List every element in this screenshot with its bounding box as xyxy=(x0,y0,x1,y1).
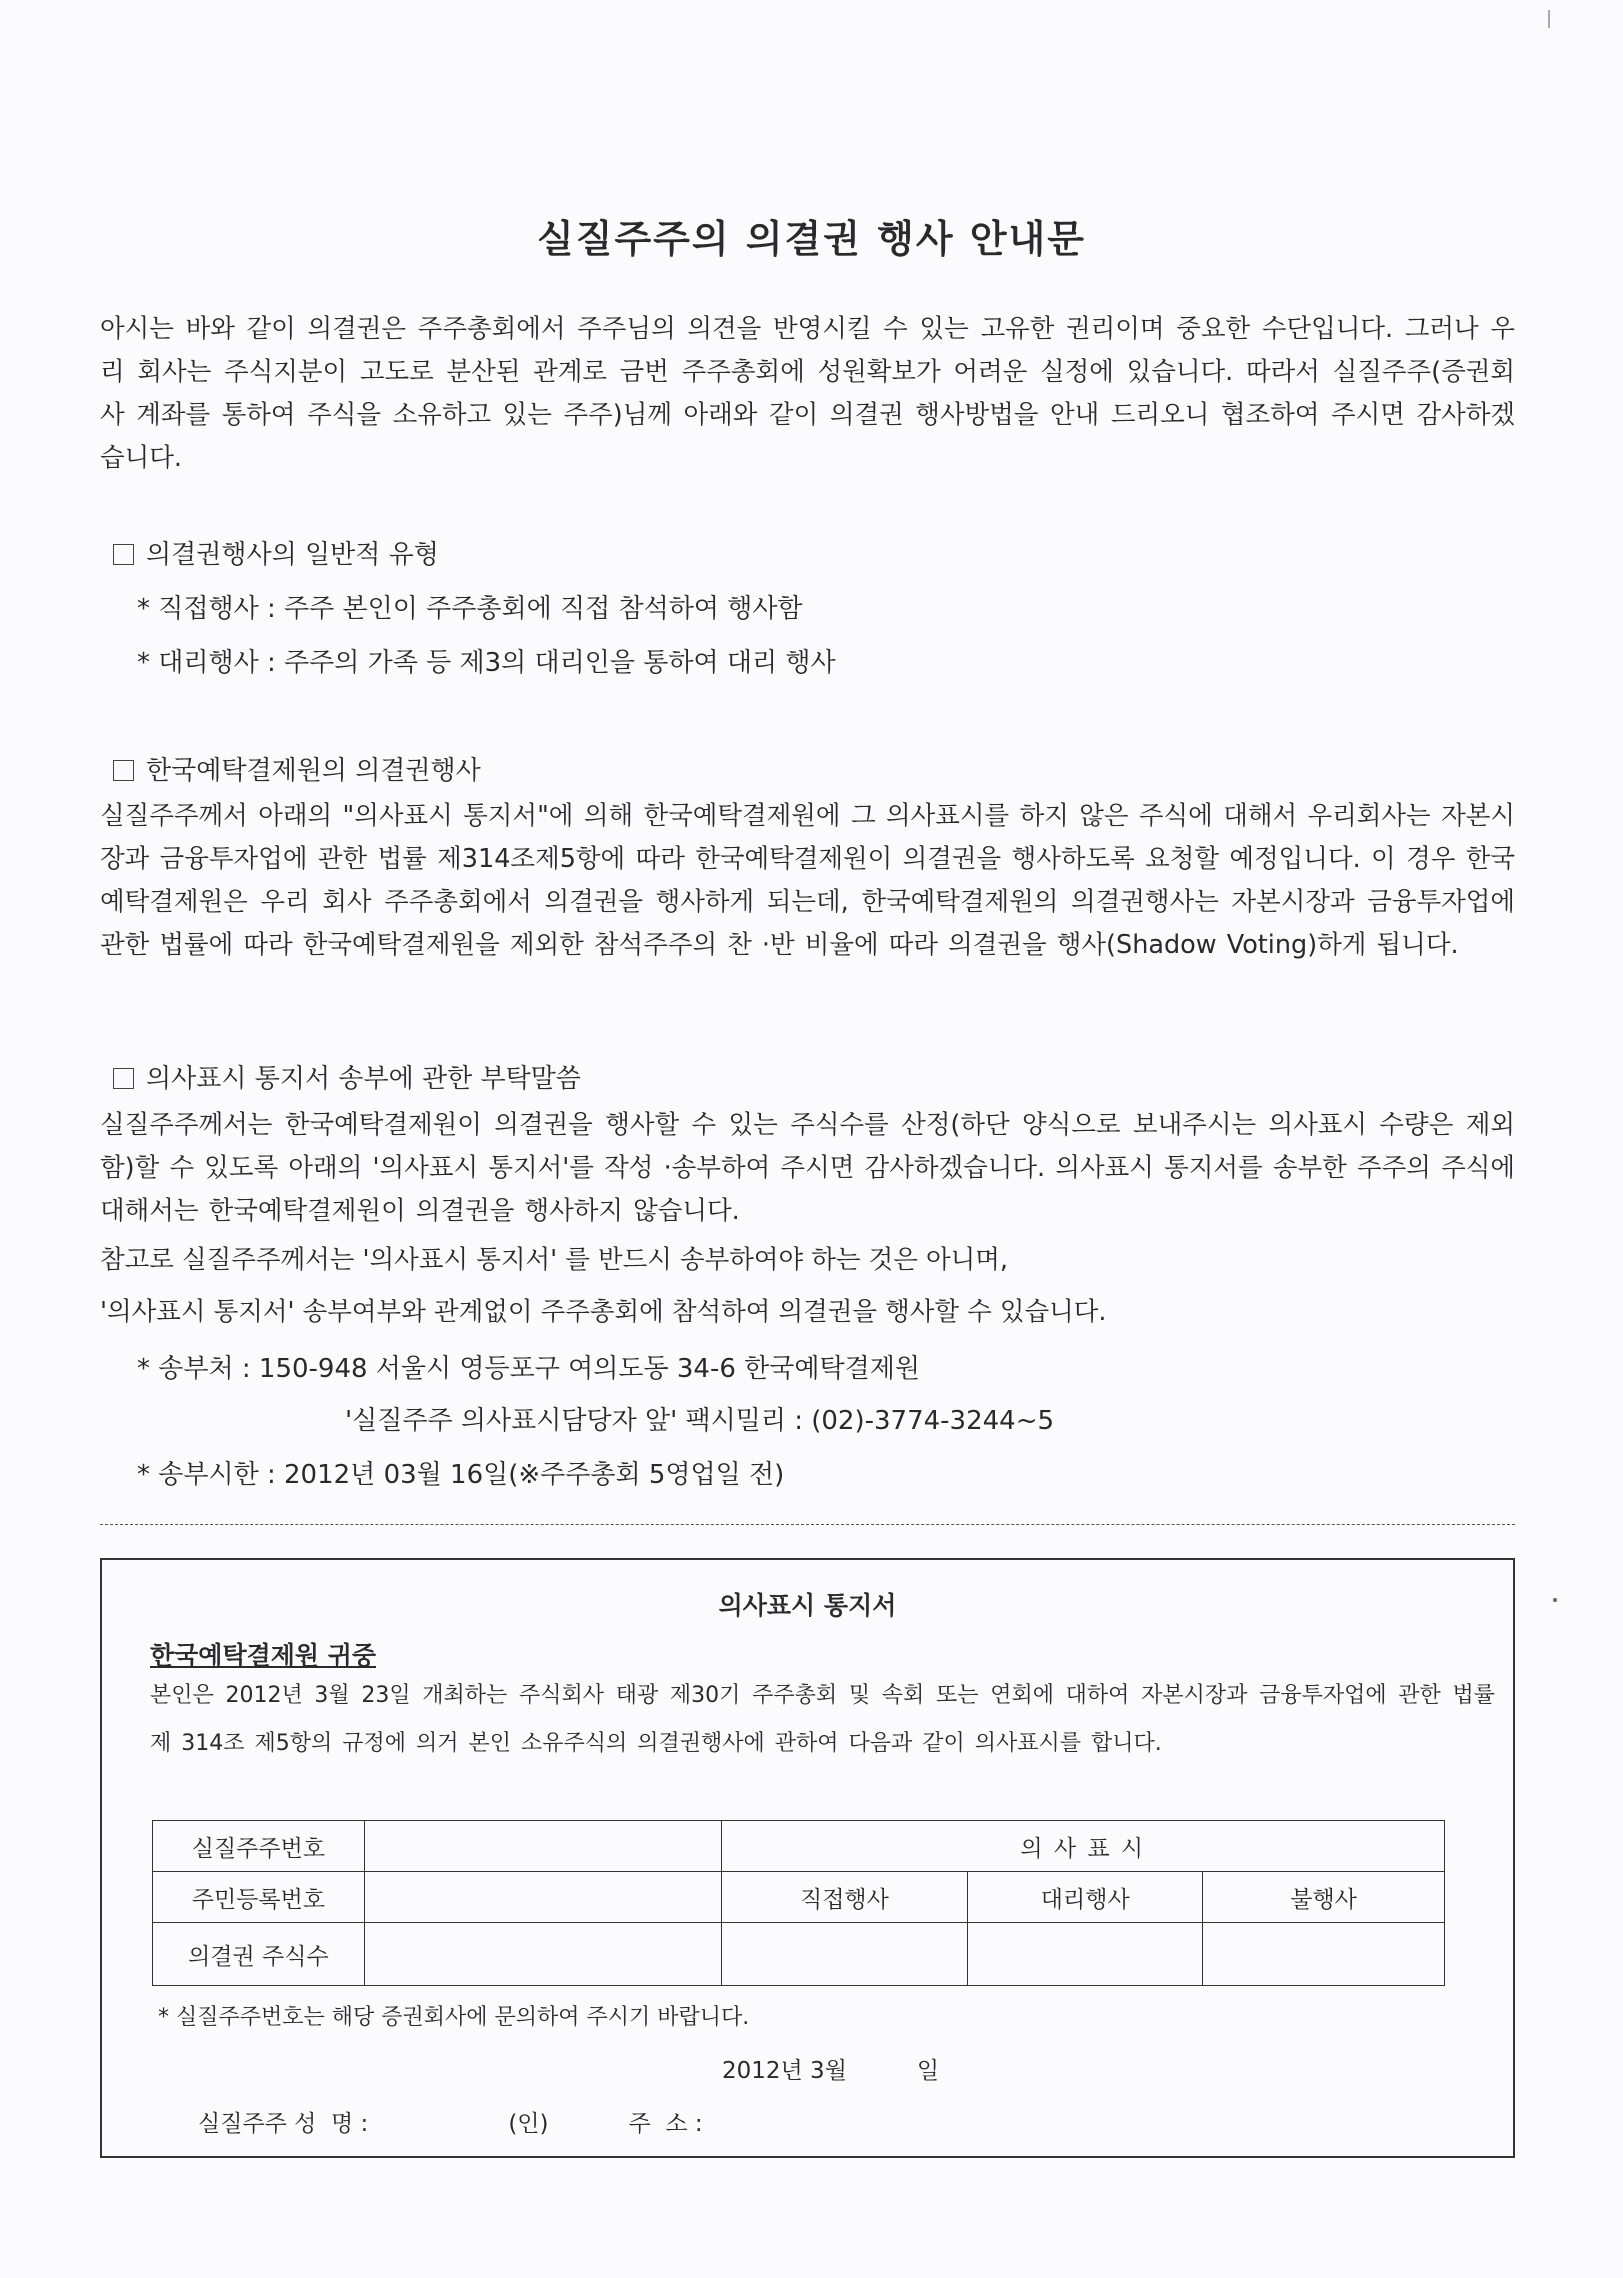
send-to-fax: '실질주주 의사표시담당자 앞' 팩시밀리 : (02)-3774-3244~5 xyxy=(345,1406,1055,1436)
abstain-shares-field[interactable] xyxy=(1203,1923,1445,1986)
option-abstain: 불행사 xyxy=(1203,1872,1445,1923)
page-title: 실질주주의 의결권 행사 안내문 xyxy=(537,217,1086,261)
row-label-shareholder-number: 실질주주번호 xyxy=(153,1821,365,1872)
section-notice-request xyxy=(113,1058,581,1095)
section-body: 실질주주께서는 한국예탁결제원이 의결권을 행사할 수 있는 주식수를 산정(하단 양식으로 보내주시는 의사표시 수량은 제외함)할 수 있도록 아래의 '의사표시 통지서'를 작성 ·송부하여 주시면 감사하겠습니다. 의사표시 통지서를 송부한 주주의 주식에 대해서는 한국예탁결제원이 의결권을 행사하지 않습니다. xyxy=(100,1110,1515,1226)
sign-address-label: 주 소 : xyxy=(628,2111,703,2137)
resident-number-field[interactable] xyxy=(364,1872,721,1923)
bullet-direct-exercise: * 직접행사 : 주주 본인이 주주총회에 직접 참석하여 행사함 xyxy=(137,594,803,624)
voting-shares-field[interactable] xyxy=(364,1923,721,1986)
option-direct: 직접행사 xyxy=(721,1872,968,1923)
cut-line-divider xyxy=(100,1524,1515,1525)
section-body: 실질주주께서 아래의 "의사표시 통지서"에 의해 한국예탁결제원에 그 의사표시를 하지 않은 주식에 대해서 우리회사는 자본시장과 금융투자업에 관한 법률 제314조제5항에 따라 한국예탁결제원이 의결권을 행사하도록 요청할 예정입니다. 이 경우 한국예탁결제원은 우리 회사 주주총회에서 의결권을 행사하게 되는데, 한국예탁결제원의 의결권행사는 자본시장과 금융투자업에 관한 법률에 따라 한국예탁결제원을 제외한 참석주주의 찬 ·반 비율에 따라 의결권을 행사(Shadow Voting)하게 됩니다. xyxy=(100,801,1515,960)
declaration-header: 의 사 표 시 xyxy=(721,1821,1444,1872)
section-heading: 의결권행사의 일반적 유형 xyxy=(146,540,439,570)
row-label-voting-shares: 의결권 주식수 xyxy=(153,1923,365,1986)
sign-seal: (인) xyxy=(508,2111,549,2137)
proxy-shares-field[interactable] xyxy=(968,1923,1203,1986)
notice-body: 본인은 2012년 3월 23일 개최하는 주식회사 태광 제30기 주주총회 및 속회 또는 연회에 대하여 자본시장과 금융투자업에 관한 법률 제 314조 제5항의 규정에 의거 본인 소유주식의 의결권행사에 관하여 다음과 같이 의사표시를 합니다. xyxy=(150,1683,1495,1756)
option-proxy: 대리행사 xyxy=(968,1872,1203,1923)
shareholder-number-note: * 실질주주번호는 해당 증권회사에 문의하여 주시기 바랍니다. xyxy=(158,2005,750,2030)
date-suffix: 일 xyxy=(916,2058,940,2084)
checkbox-square-icon xyxy=(113,544,134,565)
checkbox-square-icon xyxy=(113,1068,134,1089)
direct-shares-field[interactable] xyxy=(721,1923,968,1986)
section-heading: 의사표시 통지서 송부에 관한 부탁말씀 xyxy=(146,1064,581,1094)
row-label-resident-number: 주민등록번호 xyxy=(153,1872,365,1923)
date-line xyxy=(722,2052,939,2085)
table-row xyxy=(153,1821,1445,1872)
date-prefix: 2012년 3월 xyxy=(722,2058,847,2084)
signature-line xyxy=(198,2105,703,2138)
send-to-address: * 송부처 : 150-948 서울시 영등포구 여의도동 34-6 한국예탁결제원 xyxy=(137,1354,920,1384)
table-row xyxy=(153,1923,1445,1986)
notice-recipient: 한국예탁결제원 귀중 xyxy=(150,1641,377,1670)
scan-mark xyxy=(1548,10,1550,28)
send-deadline: * 송부시한 : 2012년 03월 16일(※주주총회 5영업일 전) xyxy=(137,1460,785,1490)
sign-name-label: 실질주주 성 명 : xyxy=(198,2111,369,2137)
section-ksd-voting xyxy=(113,750,481,787)
checkbox-square-icon xyxy=(113,760,134,781)
intro-paragraph: 아시는 바와 같이 의결권은 주주총회에서 주주님의 의견을 반영시킬 수 있는 고유한 권리이며 중요한 수단입니다. 그러나 우리 회사는 주식지분이 고도로 분산된 관계로 금번 주주총회에 성원확보가 어려운 실정에 있습니다. 따라서 실질주주(증권회사 계좌를 통하여 주식을 소유하고 있는 주주)님께 아래와 같이 의결권 행사방법을 안내 드리오니 협조하여 주시면 감사하겠습니다. xyxy=(100,314,1515,473)
notice-form xyxy=(100,1558,1515,2158)
shareholder-number-field[interactable] xyxy=(364,1821,721,1872)
section-general-types xyxy=(113,534,439,571)
reference-note-2: '의사표시 통지서' 송부여부와 관계없이 주주총회에 참석하여 의결권을 행사할 수 있습니다. xyxy=(100,1297,1107,1327)
notice-title: 의사표시 통지서 xyxy=(718,1591,897,1620)
reference-note: 참고로 실질주주께서는 '의사표시 통지서' 를 반드시 송부하여야 하는 것은 아니며, xyxy=(100,1245,1008,1275)
bullet-proxy-exercise: * 대리행사 : 주주의 가족 등 제3의 대리인을 통하여 대리 행사 xyxy=(137,648,836,678)
section-heading: 한국예탁결제원의 의결권행사 xyxy=(146,756,481,786)
declaration-table xyxy=(152,1820,1445,1986)
table-row xyxy=(153,1872,1445,1923)
scan-speck xyxy=(1553,1598,1557,1602)
